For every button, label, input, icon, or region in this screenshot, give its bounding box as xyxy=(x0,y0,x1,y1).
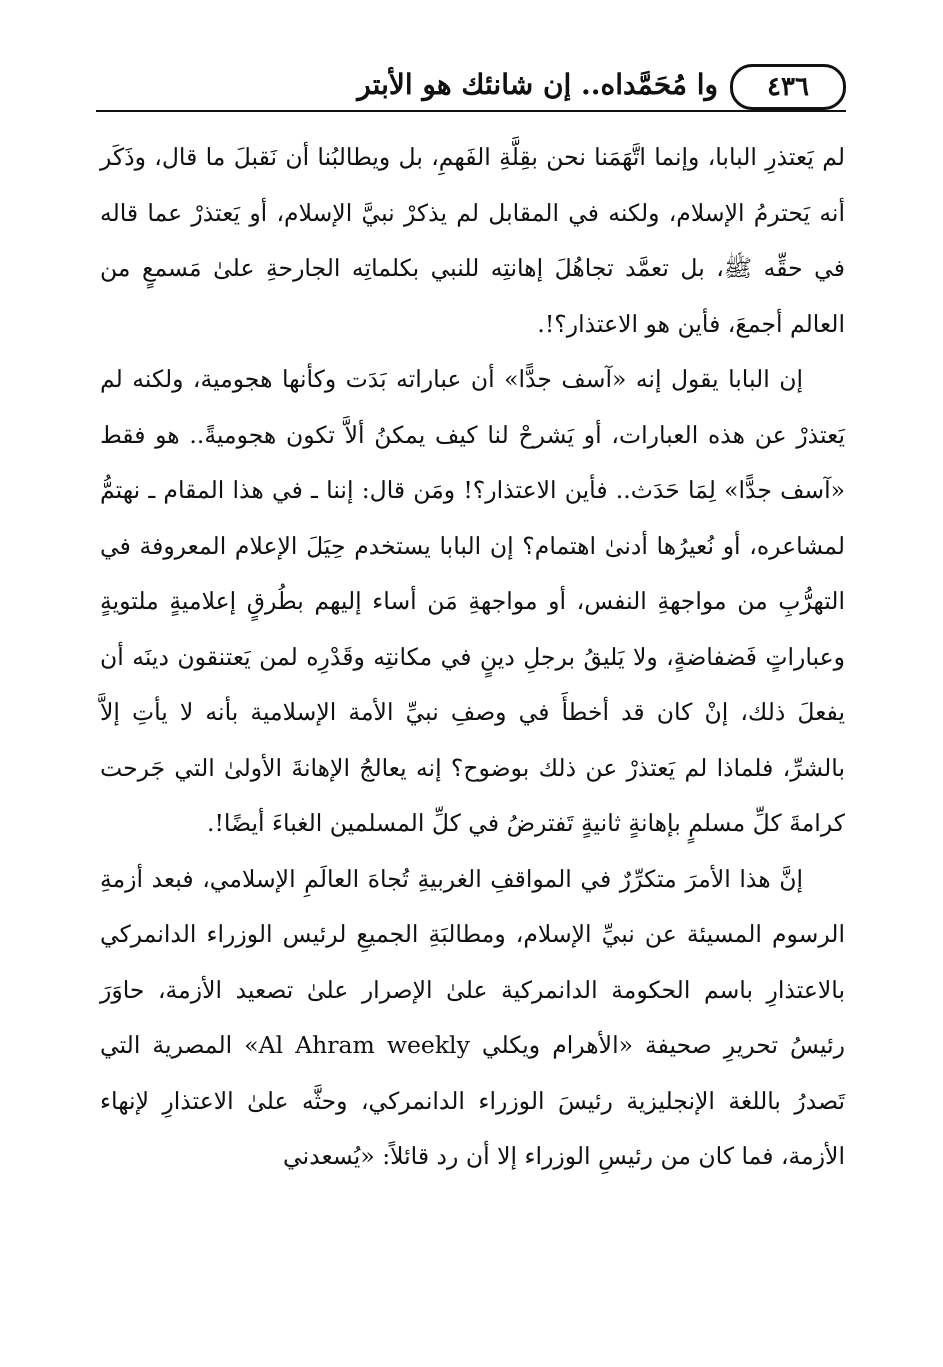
paragraph: إن البابا يقول إنه «آسف جدًّا» أن عباراته بَدَت وكأنها هجومية، ولكنه لم يَعتذرْ عن هذه العبارات، أو يَشرحْ لنا كيف يمكنُ ألاَّ تكون هجوميةً.. هو فقط «آسف جدًّا» لِمَا حَدَث.. فأين الاعتذار؟! ومَن قال: إننا ـ في هذا المقام ـ نهتمُّ لمشاعره، أو نُعيرُها أدنىٰ اهتمام؟ إن البابا يستخدم حِيَلَ الإعلام المعروفة في التهرُّبِ من مواجهةِ النفس، أو مواجهةِ مَن أساء إليهم بطُرقٍ إعلاميةٍ ملتويةٍ وعباراتٍ فَضفاضةٍ، ولا يَليقُ برجلِ دينٍ في مكانتِه وقَدْرِه لمن يَعتنقون دينَه أن يفعلَ ذلك، إنْ كان قد أخطأَ في وصفِ نبيِّ الأمة الإسلامية بأنه لا يأتِ إلاَّ بالشرِّ، فلماذا لم يَعتذرْ عن ذلك بوضوح؟ إنه يعالجُ الإهانةَ الأولىٰ التي جَرحت كرامةَ كلِّ مسلمٍ بإهانةٍ ثانيةٍ تَفترضُ في كلِّ المسلمين الغباءَ أيضًا!. xyxy=(100,365,845,837)
running-title: وا مُحَمَّداه.. إن شانئك هو الأبتر xyxy=(357,68,718,101)
page-header xyxy=(96,62,846,112)
body-text xyxy=(100,130,845,1185)
page-number: ٤٣٦ xyxy=(767,72,809,102)
paragraph: لم يَعتذرِ البابا، وإنما اتَّهَمَنا نحن بقِلَّةِ الفَهمِ، بل ويطالبُنا أن نَقبلَ ما قال، وذَكَر أنه يَحترمُ الإسلام، ولكنه في المقابل لم يذكرْ نبيَّ الإسلام، أو يَعتذرْ عما قاله في حقِّه ﷺ، بل تعمَّد تجاهُلَ إهانتِه للنبي بكلماتِه الجارحةِ علىٰ مَسمعٍ من العالم أجمعَ، فأين هو الاعتذار؟!. xyxy=(100,143,845,338)
paragraph: إنَّ هذا الأمرَ متكرِّرٌ في المواقفِ الغربيةِ تُجاهَ العالَمِ الإسلامي، فبعد أزمةِ الرسوم المسيئة عن نبيِّ الإسلام، ومطالبَةِ الجميعِ لرئيس الوزراء الدانمركي بالاعتذارِ باسم الحكومة الدانمركية علىٰ الإصرار علىٰ تصعيد الأزمة، حاوَرَ رئيسُ تحريرِ صحيفة «الأهرام ويكلي Al Ahram weekly» المصرية التي تَصدرُ باللغة الإنجليزية رئيسَ الوزراء الدانمركي، وحثَّه علىٰ الاعتذارِ لإنهاء الأزمة، فما كان من رئيسِ الوزراء إلا أن رد قائلاً: «يُسعدني xyxy=(100,864,845,1170)
page-number-badge xyxy=(730,64,846,110)
header-divider xyxy=(96,110,846,112)
